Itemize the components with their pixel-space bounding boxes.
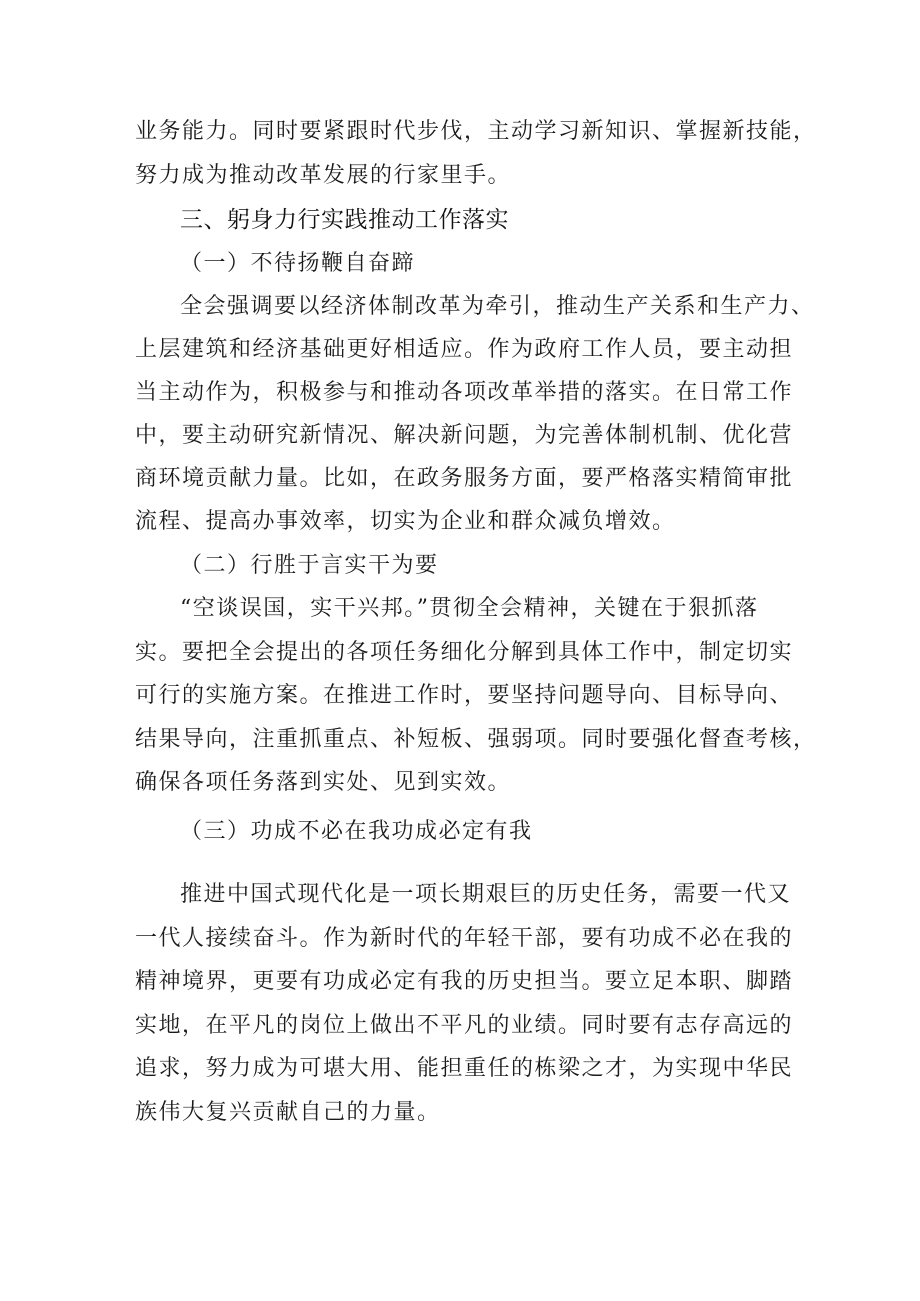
subheading-3: （三）功成不必在我功成必定有我	[180, 819, 533, 844]
paragraph-1-line-5: 商环境贡献力量。比如，在政务服务方面，要严格落实精简审批	[135, 466, 794, 491]
paragraph-1-line-1: 全会强调要以经济体制改革为牵引，推动生产关系和生产力、	[180, 294, 815, 319]
paragraph-3-line-3: 精神境界，更要有功成必定有我的历史担当。要立足本职、脚踏	[135, 969, 794, 994]
intro-line-2: 努力成为推动改革发展的行家里手。	[135, 163, 512, 188]
paragraph-2-line-2: 实。要把全会提出的各项任务细化分解到具体工作中，制定切实	[135, 640, 794, 665]
paragraph-2-line-5: 确保各项任务落到实处、见到实效。	[135, 770, 512, 795]
paragraph-1-line-2: 上层建筑和经济基础更好相适应。作为政府工作人员，要主动担	[135, 337, 794, 362]
paragraph-3-line-1: 推进中国式现代化是一项长期艰巨的历史任务，需要一代又	[180, 882, 792, 907]
subheading-1: （一）不待扬鞭自奋蹄	[180, 251, 416, 276]
paragraph-2-line-1: “空谈误国，实干兴邦。”贯彻全会精神，关键在于狠抓落	[180, 596, 759, 621]
subheading-2: （二）行胜于言实干为要	[180, 553, 439, 578]
intro-line-1: 业务能力。同时要紧跟时代步伐，主动学习新知识、掌握新技能，	[135, 119, 817, 144]
paragraph-3-line-2: 一代人接续奋斗。作为新时代的年轻干部，要有功成不必在我的	[135, 926, 794, 951]
paragraph-3-line-6: 族伟大复兴贡献自己的力量。	[135, 1100, 441, 1125]
paragraph-1-line-3: 当主动作为，积极参与和推动各项改革举措的落实。在日常工作	[135, 380, 794, 405]
paragraph-1-line-4: 中，要主动研究新情况、解决新问题，为完善体制机制、优化营	[135, 423, 794, 448]
section-heading: 三、躬身力行实践推动工作落实	[180, 207, 509, 233]
paragraph-2-line-4: 结果导向，注重抓重点、补短板、强弱项。同时要强化督查考核，	[135, 727, 817, 752]
paragraph-3-line-5: 追求，努力成为可堪大用、能担重任的栋梁之才，为实现中华民	[135, 1056, 794, 1081]
paragraph-1-line-6: 流程、提高办事效率，切实为企业和群众减负增效。	[135, 509, 676, 534]
paragraph-3-line-4: 实地，在平凡的岗位上做出不平凡的业绩。同时要有志存高远的	[135, 1013, 794, 1038]
paragraph-2-line-3: 可行的实施方案。在推进工作时，要坚持问题导向、目标导向、	[135, 683, 794, 708]
